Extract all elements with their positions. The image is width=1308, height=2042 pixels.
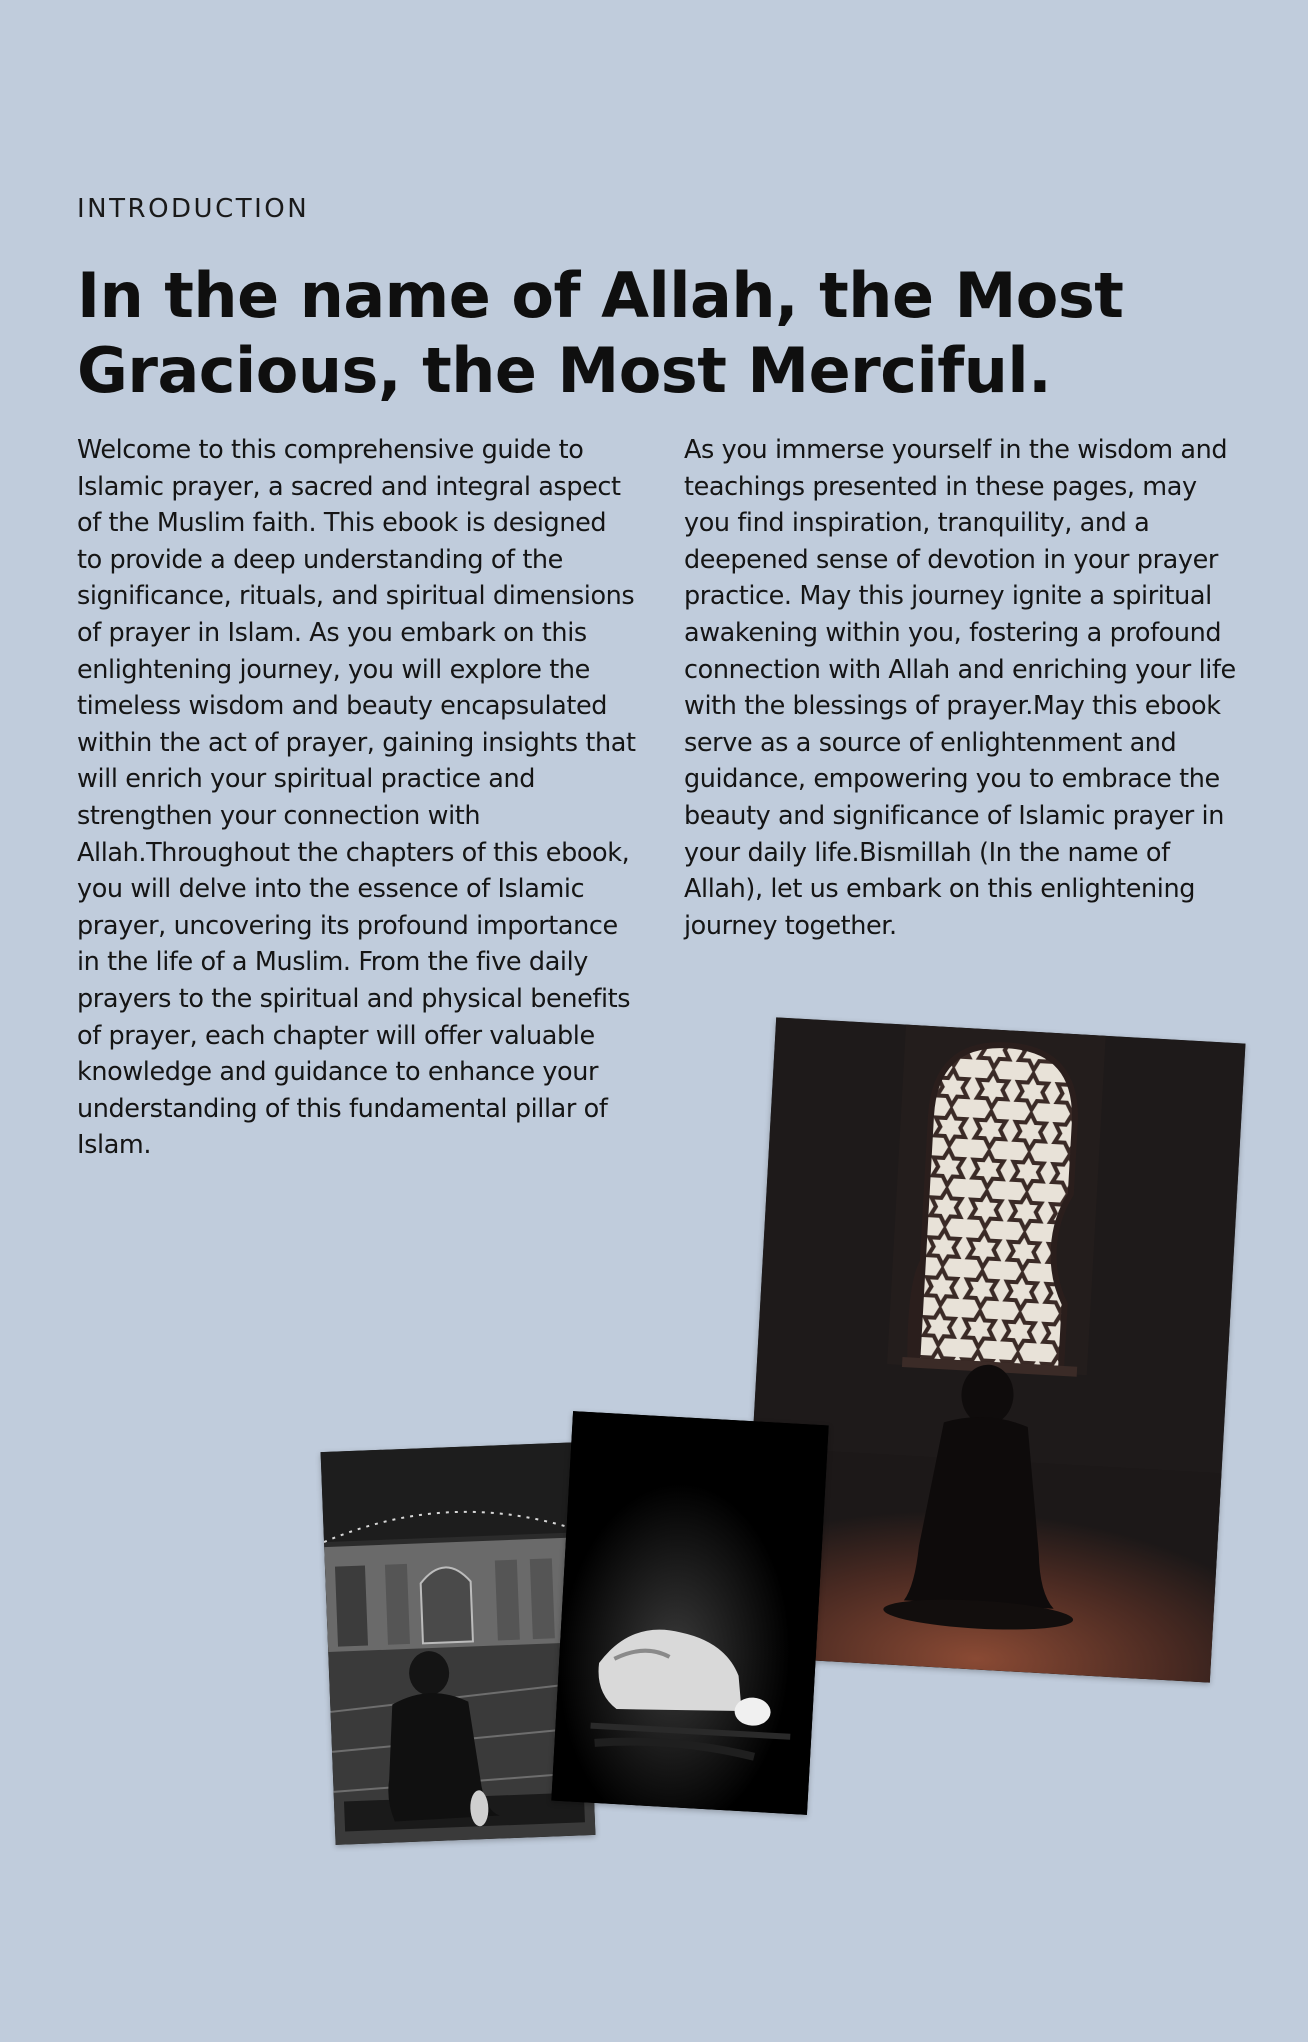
page-title: In the name of Allah, the Most Gracious, the Most Merciful. — [77, 259, 1124, 407]
section-kicker: INTRODUCTION — [77, 194, 310, 224]
photo-prostration — [551, 1411, 828, 1815]
intro-paragraph-right: As you immerse yourself in the wisdom and teachings presented in these pages, may you find inspiration, tranquility, and a deepened sense of devotion in your prayer practice. May this journey ignite a spiritual awakening within you, fostering a profound connection with Allah and enriching your life with the blessings of prayer.May this ebook serve as a source of enlightenment and guidance, empowering you to embrace the beauty and significance of Islamic prayer in your daily life.Bismillah (In the name of Allah), let us embark on this enlightening journey together. — [684, 435, 1236, 941]
intro-paragraph-left: Welcome to this comprehensive guide to Islamic prayer, a sacred and integral aspect of the Muslim faith. This ebook is designed to provide a deep understanding of the significance, rituals, and spiritual dimensions of prayer in Islam. As you embark on this enlightening journey, you will explore the timeless wisdom and beauty encapsulated within the act of prayer, gaining insights that will enrich your spiritual practice and strengthen your connection with Allah.Throughout the chapters of this ebook, you will delve into the essence of Islamic prayer, uncovering its profound importance in the life of a Muslim. From the five daily prayers to the spiritual and physical benefits of prayer, each chapter will offer valuable knowledge and guidance to enhance your understanding of this fundamental pillar of Islam. — [77, 435, 636, 1161]
prostration-illustration — [551, 1411, 828, 1815]
